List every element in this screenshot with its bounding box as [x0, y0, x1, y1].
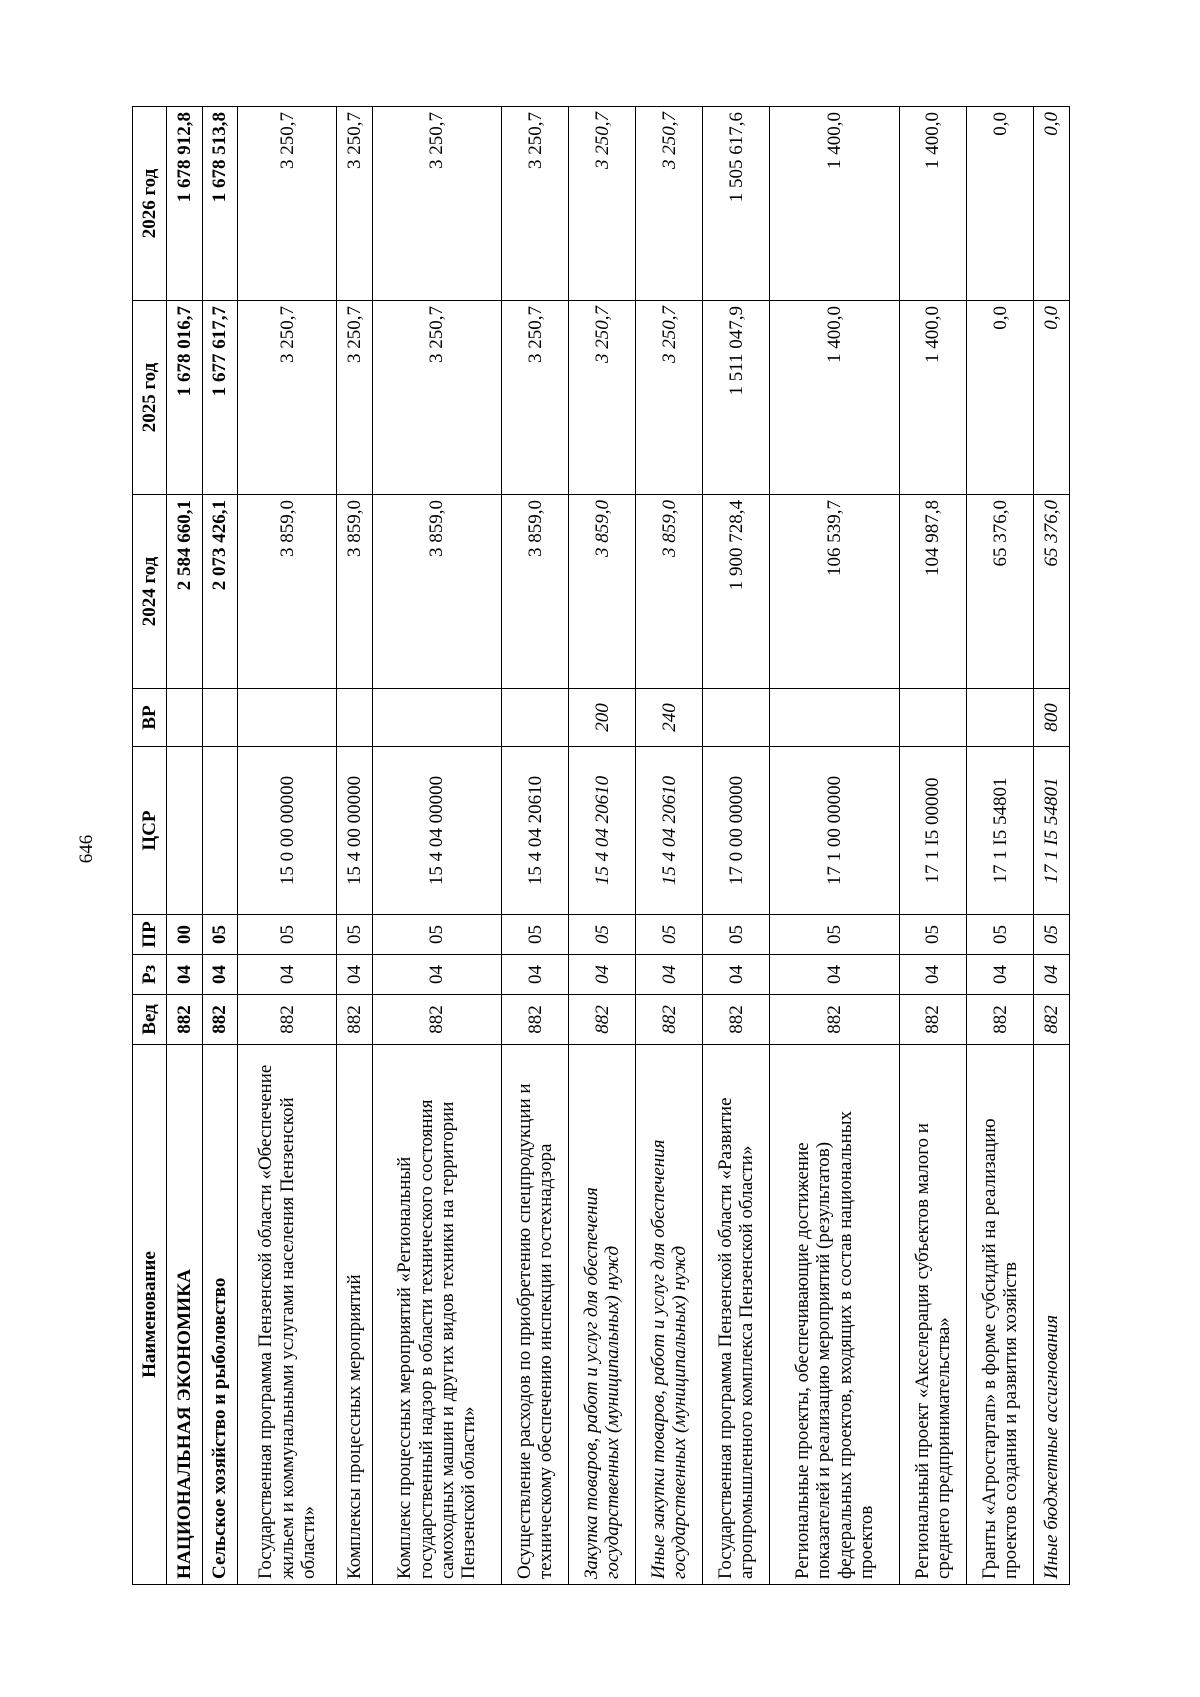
column-header-2026: 2026 год — [133, 107, 167, 301]
cell-ved: 882 — [770, 995, 900, 1045]
column-header-ved: Вед — [133, 995, 167, 1045]
cell-csr: 15 4 00 00000 — [336, 747, 372, 915]
cell-2026: 3 250,7 — [372, 107, 502, 301]
cell-csr: 17 1 00 00000 — [770, 747, 900, 915]
table-row — [167, 107, 203, 1585]
cell-name: Осуществление расходов по приобретению спецпродукции и техническому обеспечению инспекции гостехнадзора — [502, 1045, 569, 1585]
cell-pr: 05 — [900, 915, 967, 955]
cell-vr — [967, 689, 1034, 747]
table-row — [967, 107, 1034, 1585]
cell-2024: 2 584 660,1 — [167, 495, 203, 689]
cell-2026: 3 250,7 — [336, 107, 372, 301]
cell-csr: 15 0 00 00000 — [238, 747, 336, 915]
table-row — [502, 107, 569, 1585]
table-row — [336, 107, 372, 1585]
table-header — [133, 107, 167, 1585]
cell-name: Региональные проекты, обеспечивающие достижение показателей и реализацию мероприятий (результатов) федеральных проектов, входящих в состав национальных проектов — [770, 1045, 900, 1585]
budget-table-wrapper — [132, 107, 1070, 1585]
cell-name: Закупка товаров, работ и услуг для обеспечения государственных (муниципальных) нужд — [569, 1045, 636, 1585]
cell-csr: 17 1 I5 54801 — [1034, 747, 1070, 915]
cell-2024: 2 073 426,1 — [202, 495, 238, 689]
cell-csr: 15 4 04 20610 — [636, 747, 703, 915]
cell-csr — [202, 747, 238, 915]
cell-csr: 15 4 04 20610 — [502, 747, 569, 915]
cell-name: Сельское хозяйство и рыболовство — [202, 1045, 238, 1585]
table-row — [636, 107, 703, 1585]
cell-vr — [202, 689, 238, 747]
cell-rz: 04 — [770, 955, 900, 995]
cell-2026: 0,0 — [967, 107, 1034, 301]
cell-csr: 17 1 I5 54801 — [967, 747, 1034, 915]
column-header-csr: ЦСР — [133, 747, 167, 915]
cell-2025: 1 677 617,7 — [202, 301, 238, 495]
table-row — [703, 107, 770, 1585]
cell-pr: 05 — [703, 915, 770, 955]
cell-rz: 04 — [202, 955, 238, 995]
cell-ved: 882 — [967, 995, 1034, 1045]
cell-2026: 1 505 617,6 — [703, 107, 770, 301]
column-header-2025: 2025 год — [133, 301, 167, 495]
cell-rz: 04 — [1034, 955, 1070, 995]
cell-rz: 04 — [238, 955, 336, 995]
cell-2025: 1 400,0 — [770, 301, 900, 495]
cell-name: Государственная программа Пензенской области «Развитие агропромышленного комплекса Пензенской области» — [703, 1045, 770, 1585]
cell-ved: 882 — [502, 995, 569, 1045]
cell-rz: 04 — [336, 955, 372, 995]
cell-ved: 882 — [372, 995, 502, 1045]
table-row — [1034, 107, 1070, 1585]
cell-csr: 17 1 I5 00000 — [900, 747, 967, 915]
cell-pr: 05 — [502, 915, 569, 955]
cell-vr — [502, 689, 569, 747]
cell-2026: 3 250,7 — [502, 107, 569, 301]
cell-csr: 15 4 04 20610 — [569, 747, 636, 915]
cell-pr: 05 — [202, 915, 238, 955]
cell-2025: 0,0 — [1034, 301, 1070, 495]
cell-name: НАЦИОНАЛЬНАЯ ЭКОНОМИКА — [167, 1045, 203, 1585]
cell-vr: 200 — [569, 689, 636, 747]
cell-vr — [238, 689, 336, 747]
cell-2024: 3 859,0 — [336, 495, 372, 689]
cell-2025: 3 250,7 — [502, 301, 569, 495]
cell-name: Комплексы процессных мероприятий — [336, 1045, 372, 1585]
page-number: 646 — [76, 834, 97, 864]
cell-pr: 05 — [336, 915, 372, 955]
cell-rz: 04 — [167, 955, 203, 995]
cell-ved: 882 — [1034, 995, 1070, 1045]
budget-table — [132, 106, 1070, 1585]
cell-2025: 3 250,7 — [336, 301, 372, 495]
cell-vr — [372, 689, 502, 747]
cell-name: Гранты «Агростартап» в форме субсидий на реализацию проектов создания и развития хозяйств — [967, 1045, 1034, 1585]
table-row — [770, 107, 900, 1585]
cell-pr: 05 — [238, 915, 336, 955]
cell-pr: 05 — [636, 915, 703, 955]
cell-csr: 15 4 04 00000 — [372, 747, 502, 915]
cell-ved: 882 — [336, 995, 372, 1045]
cell-2025: 0,0 — [967, 301, 1034, 495]
cell-pr: 00 — [167, 915, 203, 955]
cell-rz: 04 — [569, 955, 636, 995]
header-row — [133, 107, 167, 1585]
column-header-rz: Рз — [133, 955, 167, 995]
cell-vr: 240 — [636, 689, 703, 747]
cell-ved: 882 — [569, 995, 636, 1045]
cell-rz: 04 — [502, 955, 569, 995]
column-header-pr: ПР — [133, 915, 167, 955]
column-header-name: Наименование — [133, 1045, 167, 1585]
cell-2025: 3 250,7 — [636, 301, 703, 495]
cell-2026: 3 250,7 — [636, 107, 703, 301]
cell-name: Иные закупки товаров, работ и услуг для обеспечения государственных (муниципальных) нужд — [636, 1045, 703, 1585]
cell-2026: 1 678 912,8 — [167, 107, 203, 301]
cell-2025: 3 250,7 — [569, 301, 636, 495]
table-row — [569, 107, 636, 1585]
cell-ved: 882 — [703, 995, 770, 1045]
cell-csr: 17 0 00 00000 — [703, 747, 770, 915]
cell-pr: 05 — [1034, 915, 1070, 955]
cell-2026: 0,0 — [1034, 107, 1070, 301]
cell-2026: 1 400,0 — [900, 107, 967, 301]
cell-2026: 1 678 513,8 — [202, 107, 238, 301]
cell-2025: 1 400,0 — [900, 301, 967, 495]
cell-2024: 65 376,0 — [967, 495, 1034, 689]
cell-2024: 1 900 728,4 — [703, 495, 770, 689]
cell-vr — [167, 689, 203, 747]
cell-rz: 04 — [636, 955, 703, 995]
table-row — [372, 107, 502, 1585]
column-header-2024: 2024 год — [133, 495, 167, 689]
cell-pr: 05 — [967, 915, 1034, 955]
cell-2025: 3 250,7 — [372, 301, 502, 495]
cell-name: Государственная программа Пензенской области «Обеспечение жильем и коммунальными услугами населения Пензенской области» — [238, 1045, 336, 1585]
cell-vr: 800 — [1034, 689, 1070, 747]
cell-pr: 05 — [569, 915, 636, 955]
cell-name: Региональный проект «Акселерация субъектов малого и среднего предпринимательства» — [900, 1045, 967, 1585]
cell-2024: 65 376,0 — [1034, 495, 1070, 689]
cell-rz: 04 — [372, 955, 502, 995]
cell-ved: 882 — [900, 995, 967, 1045]
table-row — [900, 107, 967, 1585]
cell-ved: 882 — [636, 995, 703, 1045]
cell-2025: 3 250,7 — [238, 301, 336, 495]
cell-2026: 3 250,7 — [569, 107, 636, 301]
cell-ved: 882 — [202, 995, 238, 1045]
cell-2024: 3 859,0 — [502, 495, 569, 689]
cell-csr — [167, 747, 203, 915]
table-row — [202, 107, 238, 1585]
cell-name: Иные бюджетные ассигнования — [1034, 1045, 1070, 1585]
table-row — [238, 107, 336, 1585]
cell-pr: 05 — [770, 915, 900, 955]
cell-2026: 1 400,0 — [770, 107, 900, 301]
table-body — [167, 107, 1070, 1585]
cell-2025: 1 511 047,9 — [703, 301, 770, 495]
cell-2024: 3 859,0 — [238, 495, 336, 689]
cell-rz: 04 — [900, 955, 967, 995]
cell-2024: 104 987,8 — [900, 495, 967, 689]
cell-vr — [770, 689, 900, 747]
cell-name: Комплекс процессных мероприятий «Региональный государственный надзор в области технического состояния самоходных машин и других видов техники на территории Пензенской области» — [372, 1045, 502, 1585]
cell-rz: 04 — [967, 955, 1034, 995]
cell-vr — [900, 689, 967, 747]
cell-2024: 3 859,0 — [569, 495, 636, 689]
cell-2026: 3 250,7 — [238, 107, 336, 301]
cell-rz: 04 — [703, 955, 770, 995]
cell-2024: 3 859,0 — [636, 495, 703, 689]
column-header-vr: ВР — [133, 689, 167, 747]
cell-2024: 3 859,0 — [372, 495, 502, 689]
cell-ved: 882 — [167, 995, 203, 1045]
cell-vr — [703, 689, 770, 747]
cell-ved: 882 — [238, 995, 336, 1045]
cell-vr — [336, 689, 372, 747]
cell-2024: 106 539,7 — [770, 495, 900, 689]
cell-pr: 05 — [372, 915, 502, 955]
cell-2025: 1 678 016,7 — [167, 301, 203, 495]
